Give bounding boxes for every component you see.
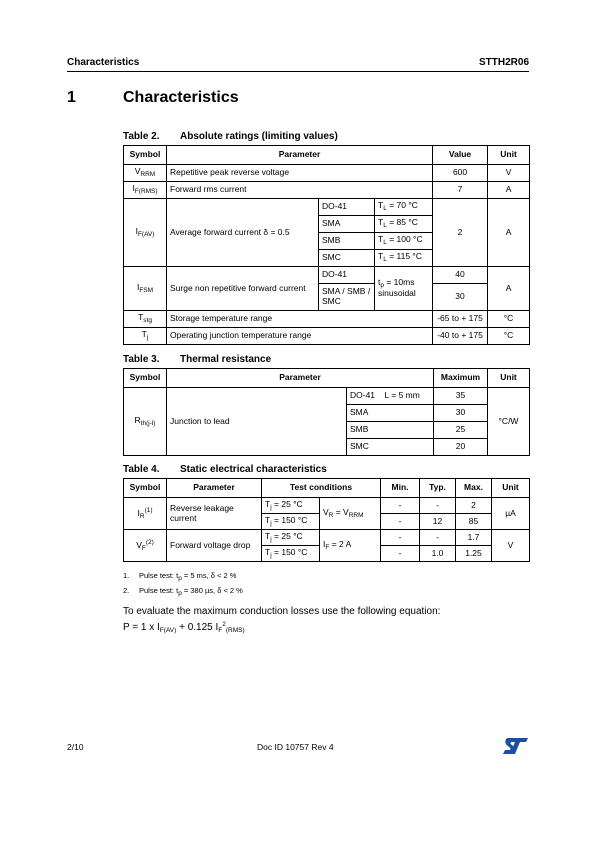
col-symbol: Symbol: [124, 146, 167, 165]
table4-title: Static electrical characteristics: [180, 464, 327, 475]
loss-equation: P = 1 x $I_{F(AV)} + 0.125$ $I_F^2_{(RMS)}$: [123, 621, 245, 634]
table-row: $I_{FSM}$ Surge non repetitive forward current DO-41 $t_p = 10ms$ sinusoidal 40 A: [124, 267, 530, 284]
static-electrical-table: [123, 478, 530, 562]
equation-intro: To evaluate the maximum conduction losses use the following equation:: [123, 606, 441, 617]
running-header-part-number: STTH2R06: [478, 57, 529, 68]
table-header-row: [124, 146, 530, 165]
table-row: SMB $T_L = 100$ °C: [124, 233, 530, 250]
absolute-ratings-table: [123, 145, 530, 345]
header-rule: [67, 71, 529, 72]
table-header-row: Symbol Parameter Maximum Unit: [124, 369, 530, 388]
table-row: $T_{stg}$ Storage temperature range -65 to + 175 °C: [124, 311, 530, 328]
footnote-2: 2. Pulse test: $t_p = 380$ µs, δ < 2 %: [123, 586, 243, 597]
doc-id: Doc ID 10757 Rev 4: [257, 742, 334, 752]
table-row: SMC $T_L = 115$ °C: [124, 250, 530, 267]
table-row: $I_{F(RMS)}$ Forward rms current 7 A: [124, 182, 530, 199]
table-row: $I_{F(AV)}$ Average forward current δ = 0.5 DO-41 $T_L = 70$ °C 2 A: [124, 199, 530, 216]
footnote-1: 1. Pulse test: $t_p = 5$ ms, δ < 2 %: [123, 571, 237, 582]
table-row: $T_j = 150$ °C - 1.0 1.25: [124, 546, 530, 562]
col-parameter: Parameter: [167, 146, 433, 165]
col-unit: Unit: [488, 146, 530, 165]
thermal-resistance-table: [123, 368, 530, 456]
table2-title: Absolute ratings (limiting values): [180, 131, 338, 142]
table3-title: Thermal resistance: [180, 354, 272, 365]
table-row: $I_R^{(1)}$ Reverse leakage current $T_j = 25$ °C $V_R = V_{RRM}$ - - 2 µA: [124, 498, 530, 514]
table-row: SMB 25: [124, 422, 530, 439]
table-row: SMA 30: [124, 405, 530, 422]
table-row: $T_j$ Operating junction temperature range -40 to + 175 °C: [124, 328, 530, 345]
page-number: 2/10: [67, 742, 84, 752]
table-row: $V_{RRM}$ Repetitive peak reverse voltage 600 V: [124, 165, 530, 182]
table3-caption: [123, 354, 272, 365]
table-row: SMC 20: [124, 439, 530, 456]
table3-number: Table 3.: [123, 354, 160, 365]
table4-caption: [123, 464, 327, 475]
table-row: $V_F^{(2)}$ Forward voltage drop $T_j = 25$ °C $I_F = 2$ A - - 1.7 V: [124, 530, 530, 546]
col-value: Value: [433, 146, 488, 165]
section-title: Characteristics: [123, 89, 239, 106]
table-row: SMA / SMB / SMC 30: [124, 284, 530, 311]
table4-number: Table 4.: [123, 464, 160, 475]
table2-number: Table 2.: [123, 131, 160, 142]
table-header-row: Symbol Parameter Test conditions Min. Typ. Max. Unit: [124, 479, 530, 498]
table-row: $T_j = 150$ °C - 12 85: [124, 514, 530, 530]
running-header-section: Characteristics: [67, 57, 140, 68]
table-row: SMA $T_L = 85$ °C: [124, 216, 530, 233]
section-number: 1: [67, 89, 76, 106]
table2-caption: [123, 131, 338, 142]
table-row: $R_{th(j-l)}$ Junction to lead DO-41 L = 5 mm 35 °C/W: [124, 388, 530, 405]
st-logo-icon: [503, 737, 529, 760]
